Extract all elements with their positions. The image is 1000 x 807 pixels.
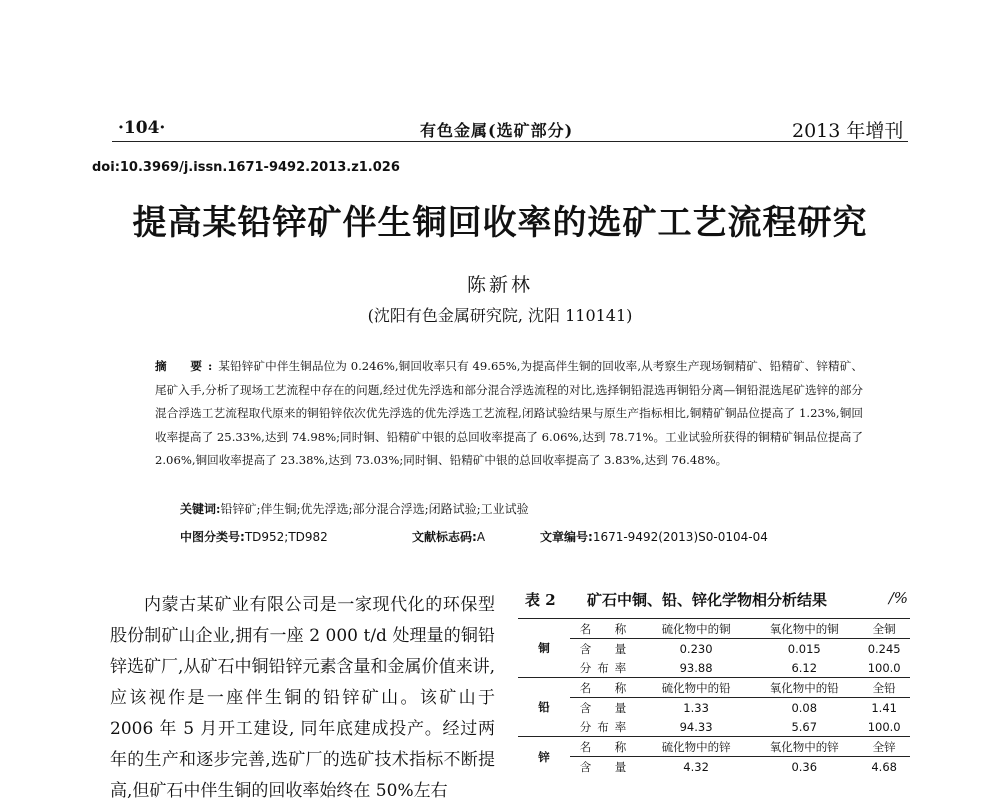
header-cell: 全铜 <box>858 619 910 639</box>
table-cell: 5.67 <box>791 719 818 734</box>
doc-code-label: 文献标志码: <box>412 530 477 544</box>
table-row <box>518 757 910 777</box>
author: 陈新林 <box>466 274 533 296</box>
table-header-row <box>518 678 910 698</box>
body-paragraph: 内蒙古某矿业有限公司是一家现代化的环保型股份制矿山企业,拥有一座 2 000 t/d 处理量的铜铅锌选矿厂,从矿石中铜铅锌元素含量和金属价值来讲,应该视作是一座伴生铜的铅锌矿山。该矿山于 2006 年 5 月开工建设, 同年底建成投产。经过两年的生产和逐步完善,选矿厂的选矿技术指标不断提高,但矿石中伴生铜的回收率始终在 50%左右 <box>110 595 495 801</box>
affiliation: (沈阳有色金属研究院, 沈阳 110141) <box>367 306 633 325</box>
row-label: 含 量 <box>570 698 642 718</box>
doc-code-value: A <box>476 530 486 544</box>
row-label: 分布率 <box>579 719 633 734</box>
table-cell: 0.245 <box>858 639 910 659</box>
issue-label: 2013 年增刊 <box>792 120 904 142</box>
header-cell: 名 称 <box>570 737 642 757</box>
doc-code <box>412 528 485 545</box>
table-cell: 6.12 <box>791 660 818 675</box>
table-header-row <box>518 619 910 639</box>
clc-label: 中图分类号: <box>180 530 245 544</box>
table-row <box>518 698 910 718</box>
clc-value: TD952;TD982 <box>244 530 328 544</box>
table-row <box>518 658 910 678</box>
header-cell: 氧化物中的铅 <box>750 678 858 698</box>
table-cell: 100.0 <box>867 719 901 734</box>
paper-title: 提高某铅锌矿伴生铜回收率的选矿工艺流程研究 <box>132 203 868 243</box>
article-no-value: 1671-9492(2013)S0-0104-04 <box>592 530 768 544</box>
table-cell: 94.33 <box>679 719 713 734</box>
table-cell: 0.08 <box>750 698 858 718</box>
page-number: ·104· <box>118 118 166 138</box>
abstract-text: 某铅锌矿中伴生铜品位为 0.246%,铜回收率只有 49.65%,为提高伴生铜的回收率,从考察生产现场铜精矿、铅精矿、锌精矿、尾矿入手,分析了现场工艺流程中存在的问题,经过优先浮选和部分混合浮选流程的对比,选择铜铅混选再铜铅分离—铜铅混选尾矿选锌的部分混合浮选工艺流程取代原来的铜铅锌依次优先浮选的优先浮选工艺流程,闭路试验结果与原生产指标相比,铜精矿铜品位提高了 1.23%,铜回收率提高了 25.33%,达到 74.98%;同时铜、铅精矿中银的总回收率提高了 6.06%,达到 78.71%。工业试验所获得的铜精矿铜品位提高了 2.06%,铜回收率提高了 23.38%,达到 73.03%;同时铜、铅精矿中银的总回收率提高了 3.83%,达到 76.48%。 <box>155 359 863 467</box>
header-cell: 氧化物中的锌 <box>750 737 858 757</box>
group-element: 铜 <box>518 619 570 678</box>
abstract <box>155 355 863 473</box>
table-cell: 0.015 <box>750 639 858 659</box>
group-element: 锌 <box>518 737 570 777</box>
table-cell: 0.36 <box>750 757 858 777</box>
table-row <box>518 717 910 737</box>
table-cell: 100.0 <box>867 660 901 675</box>
table-cell: 1.41 <box>858 698 910 718</box>
table-caption <box>525 589 910 610</box>
header-cell: 全锌 <box>858 737 910 757</box>
header-cell: 硫化物中的铅 <box>642 678 750 698</box>
group-element: 铅 <box>518 678 570 737</box>
header-cell: 名 称 <box>570 619 642 639</box>
header-cell: 硫化物中的铜 <box>642 619 750 639</box>
header-rule <box>112 141 908 142</box>
keywords-label: 关键词: <box>180 502 221 516</box>
table-label: 表 2 <box>525 591 556 609</box>
table-cell: 1.33 <box>642 698 750 718</box>
row-label: 含 量 <box>570 757 642 777</box>
row-label: 分布率 <box>579 660 633 675</box>
table-cell: 93.88 <box>679 660 713 675</box>
header-cell: 氧化物中的铜 <box>750 619 858 639</box>
article-no-label: 文章编号: <box>540 530 593 544</box>
table-unit: /% <box>888 589 908 607</box>
abstract-label: 摘 要: <box>155 359 219 373</box>
header-cell: 名 称 <box>570 678 642 698</box>
table-row <box>518 639 910 659</box>
keywords <box>180 500 529 517</box>
journal-name: 有色金属(选矿部分) <box>420 121 574 140</box>
row-label: 含 量 <box>570 639 642 659</box>
table-header-row <box>518 737 910 757</box>
clc-number <box>180 528 328 545</box>
table-cell: 0.230 <box>642 639 750 659</box>
keywords-text: 铅锌矿;伴生铜;优先浮选;部分混合浮选;闭路试验;工业试验 <box>220 502 529 516</box>
table-title: 矿石中铜、铅、锌化学物相分析结果 <box>587 591 828 609</box>
table-cell: 4.68 <box>858 757 910 777</box>
article-number <box>540 528 768 545</box>
phase-analysis-table <box>518 618 910 776</box>
header-cell: 硫化物中的锌 <box>642 737 750 757</box>
doi[interactable]: doi:10.3969/j.issn.1671-9492.2013.z1.026 <box>92 160 400 175</box>
table-cell: 4.32 <box>642 757 750 777</box>
header-cell: 全铅 <box>858 678 910 698</box>
